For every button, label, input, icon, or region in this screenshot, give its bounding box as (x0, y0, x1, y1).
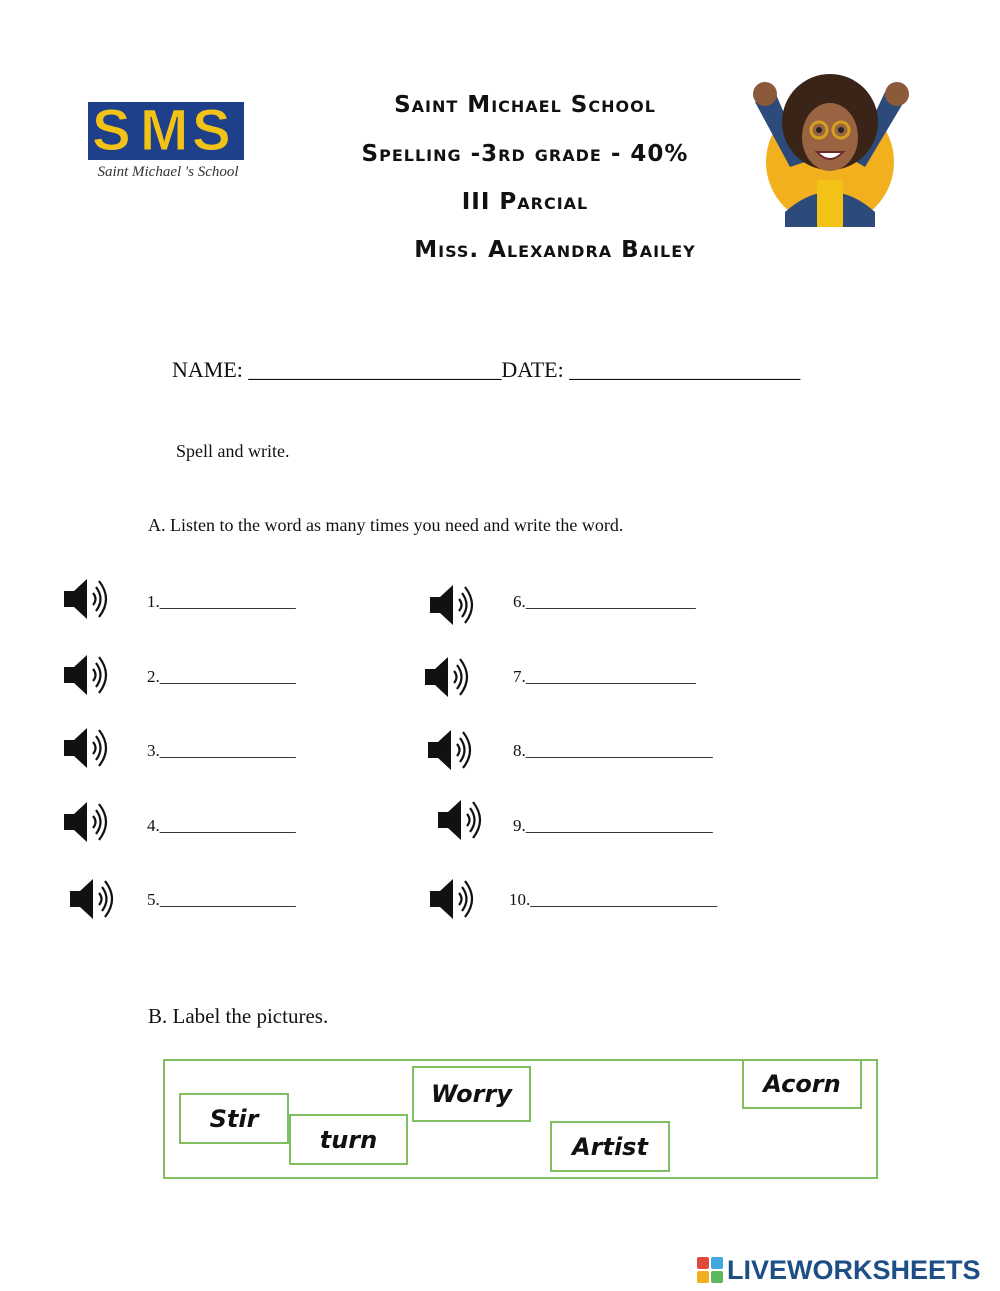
word-card-stir[interactable]: Stir (179, 1093, 289, 1144)
answer-item-7[interactable]: 7.____________________ (513, 667, 696, 686)
speaker-icon[interactable] (426, 727, 482, 773)
speaker-icon[interactable] (62, 652, 118, 698)
section-a-title: A. Listen to the word as many times you need and write the word. (148, 515, 624, 535)
logo-letter: S (92, 98, 129, 163)
speaker-icon[interactable] (62, 725, 118, 771)
answer-item-2[interactable]: 2.________________ (147, 667, 296, 686)
school-logo (78, 100, 258, 192)
word-card-artist[interactable]: Artist (550, 1121, 670, 1172)
name-date-line: NAME: _______________________DATE: _____________________ (172, 357, 801, 382)
speaker-icon[interactable] (428, 876, 484, 922)
speaker-icon[interactable] (436, 797, 492, 843)
logo-letter: M (140, 98, 187, 163)
logo-letter: S (192, 98, 229, 163)
answer-item-8[interactable]: 8.______________________ (513, 741, 713, 760)
answer-item-10[interactable]: 10.______________________ (509, 890, 718, 909)
speaker-icon[interactable] (428, 582, 484, 628)
speaker-icon[interactable] (68, 876, 124, 922)
liveworksheets-text: LIVEWORKSHEETS (727, 1254, 981, 1285)
word-card-worry[interactable]: Worry (412, 1066, 531, 1122)
answer-item-3[interactable]: 3.________________ (147, 741, 296, 760)
answer-item-6[interactable]: 6.____________________ (513, 592, 696, 611)
answer-item-5[interactable]: 5.________________ (147, 890, 296, 909)
term-heading: III Parcial (461, 189, 589, 215)
teacher-heading: Miss. Alexandra Bailey (414, 237, 696, 263)
teacher-avatar (735, 62, 920, 227)
logo-script-text: Saint Michael 's School (97, 164, 239, 180)
school-name-heading: Saint Michael School (394, 92, 656, 118)
instructions: Spell and write. (176, 441, 290, 461)
answer-item-4[interactable]: 4.________________ (147, 816, 296, 835)
subject-heading: Spelling -3rd grade - 40% (361, 141, 689, 167)
word-card-acorn[interactable]: Acorn (742, 1059, 862, 1109)
section-b-title: B. Label the pictures. (148, 1004, 329, 1028)
word-card-turn[interactable]: turn (289, 1114, 408, 1165)
speaker-icon[interactable] (62, 576, 118, 622)
speaker-icon[interactable] (62, 799, 118, 845)
liveworksheets-logo-icon (697, 1257, 723, 1283)
logo-letters (88, 98, 244, 163)
speaker-icon[interactable] (423, 654, 479, 700)
answer-item-9[interactable]: 9.______________________ (513, 816, 713, 835)
answer-item-1[interactable]: 1.________________ (147, 592, 296, 611)
liveworksheets-brand (697, 1253, 981, 1287)
